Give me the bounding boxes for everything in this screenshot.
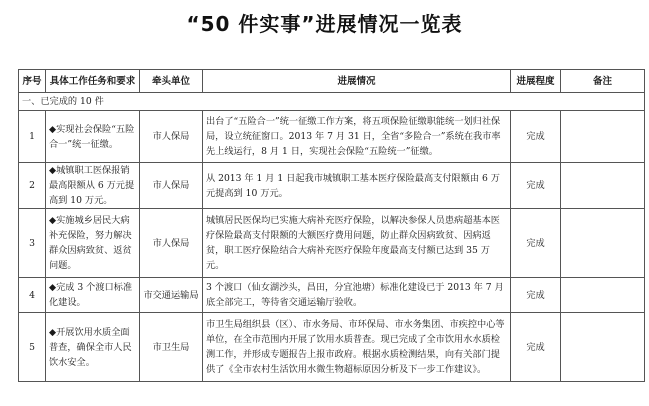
row-lead-unit: 市人保局	[140, 163, 203, 209]
row-progress: 3 个渡口（仙女湖沙头，昌田，分宜池塘）标准化建设已于 2013 年 7 月底全部完工，等待省交通运输厅验收。	[203, 278, 511, 313]
row-number: 2	[19, 163, 46, 209]
row-task: ◆完成 3 个渡口标准化建设。	[46, 278, 140, 313]
progress-table	[18, 69, 645, 382]
section-row	[19, 93, 645, 111]
row-task: ◆开展饮用水质全面普查，确保全市人民饮水安全。	[46, 313, 140, 382]
header-number: 序号	[19, 70, 46, 93]
row-degree: 完成	[511, 313, 561, 382]
row-progress: 市卫生局组织县（区）、市水务局、市环保局、市水务集团、市疾控中心等单位，在全市范围内开展了饮用水质普查。现已完成了全市饮用水水质检测工作，并形成专题报告上报市政府。根据水质检测结果，向有关部门提供了《全市农村生活饮用水微生物超标原因分析及下一步工作建议》。	[203, 313, 511, 382]
row-degree: 完成	[511, 209, 561, 278]
row-progress: 出台了“五险合一”统一征缴工作方案，将五项保险征缴职能统一划归社保局，设立统征窗口。2013 年 7 月 31 日，全省“多险合一”系统在我市率先上线运行，8 月 1 日，实现社会保险“五险统一”征缴。	[203, 111, 511, 163]
row-number: 3	[19, 209, 46, 278]
section-label: 一、已完成的 10 件	[19, 93, 645, 111]
row-lead-unit: 市交通运输局	[140, 278, 203, 313]
row-number: 1	[19, 111, 46, 163]
row-lead-unit: 市人保局	[140, 209, 203, 278]
header-degree: 进展程度	[511, 70, 561, 93]
row-lead-unit: 市卫生局	[140, 313, 203, 382]
row-task: ◆实施城乡居民大病补充保险，努力解决群众因病致贫、返贫问题。	[46, 209, 140, 278]
row-task: ◆实现社会保险“五险合一”统一征缴。	[46, 111, 140, 163]
table-row	[19, 163, 645, 209]
row-degree: 完成	[511, 278, 561, 313]
header-note: 备注	[561, 70, 645, 93]
row-note	[561, 313, 645, 382]
table-header-row	[19, 70, 645, 93]
row-note	[561, 209, 645, 278]
table-row	[19, 111, 645, 163]
row-lead-unit: 市人保局	[140, 111, 203, 163]
row-note	[561, 111, 645, 163]
row-progress: 从 2013 年 1 月 1 日起我市城镇职工基本医疗保险最高支付限额由 6 万元提高到 10 万元。	[203, 163, 511, 209]
header-progress: 进展情况	[203, 70, 511, 93]
row-task: ◆城镇职工医保报销最高限额从 6 万元提高到 10 万元。	[46, 163, 140, 209]
row-number: 5	[19, 313, 46, 382]
table-row	[19, 278, 645, 313]
table-row	[19, 209, 645, 278]
header-lead-unit: 牵头单位	[140, 70, 203, 93]
page-title: “50 件实事”进展情况一览表	[186, 12, 463, 36]
row-degree: 完成	[511, 163, 561, 209]
header-task: 具体工作任务和要求	[46, 70, 140, 93]
row-degree: 完成	[511, 111, 561, 163]
row-note	[561, 278, 645, 313]
row-number: 4	[19, 278, 46, 313]
table-row	[19, 313, 645, 382]
row-note	[561, 163, 645, 209]
row-progress: 城镇居民医保均已实施大病补充医疗保险，以解决参保人员患病超基本医疗保险最高支付限额的大额医疗费用问题，防止群众因病致贫、因病返贫，职工医疗保险结合大病补充医疗保险年度最高支付额已达到 35 万元。	[203, 209, 511, 278]
